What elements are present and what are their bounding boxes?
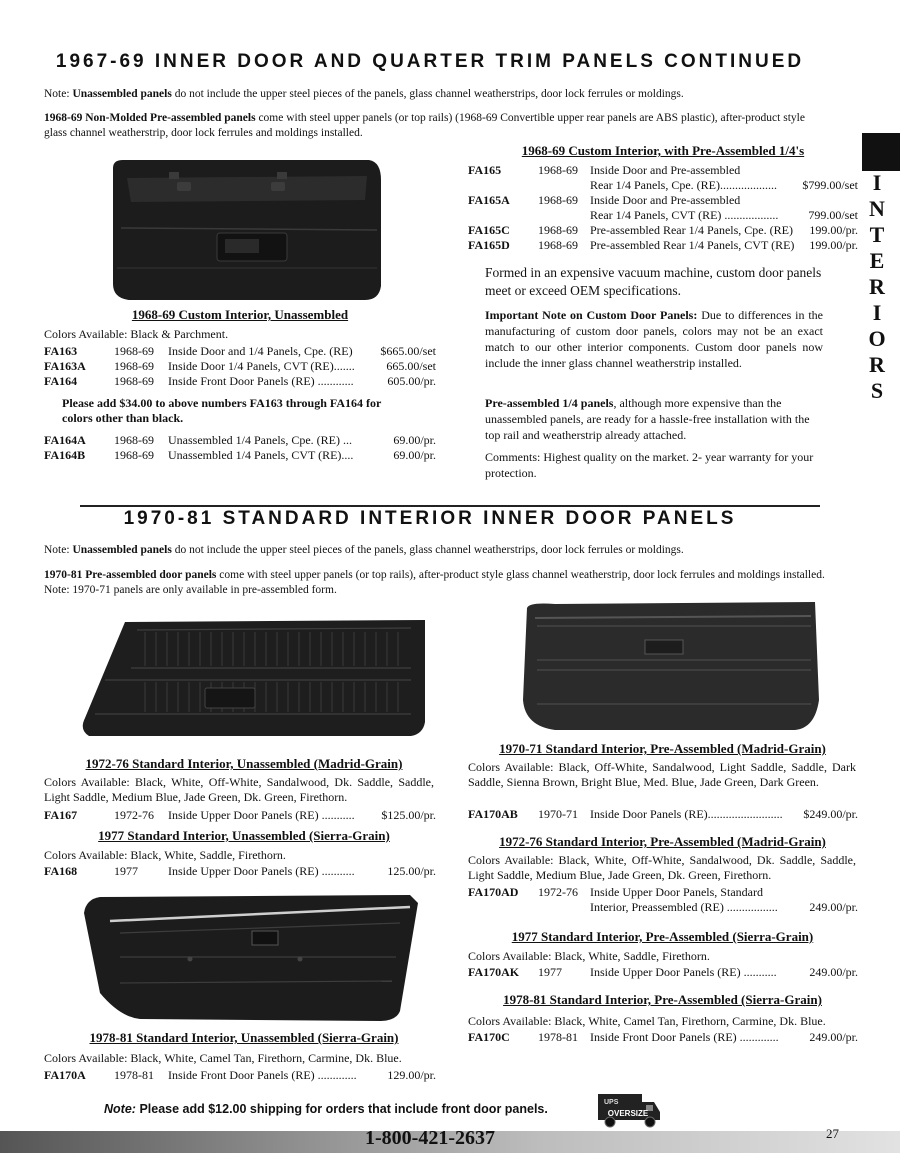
- note-bold: 1968-69 Non-Molded Pre-assembled panels: [44, 112, 256, 124]
- year: 1977: [538, 965, 562, 979]
- table-row: [44, 1068, 436, 1083]
- section-title: 1977 Standard Interior, Pre-Assembled (Sierra-Grain): [511, 929, 814, 944]
- table-row: [44, 344, 436, 359]
- note-text: come with steel upper panels (or top rails) (1968-69 Convertible upper rear panels are ABS plastic), after-product style: [258, 112, 805, 124]
- description: Inside Front Door Panels (RE) ............: [168, 374, 354, 388]
- price-table: [44, 864, 436, 879]
- year: 1968-69: [114, 344, 154, 358]
- table-row: [468, 223, 858, 238]
- part-number: FA170A: [44, 1068, 86, 1082]
- note-preassembled: [44, 111, 864, 141]
- page-number: 27: [826, 1126, 839, 1141]
- tab-letter: I: [872, 300, 882, 325]
- description: Rear 1/4 Panels, Cpe. (RE)...................: [590, 178, 777, 192]
- description: Unassembled 1/4 Panels, Cpe. (RE) ...: [168, 433, 352, 447]
- year: 1978-81: [538, 1030, 578, 1044]
- table-row: [468, 1030, 858, 1045]
- table-row: [44, 433, 436, 448]
- table-row: [468, 193, 858, 208]
- shipping-note: [104, 1102, 604, 1116]
- price: $125.00/pr.: [381, 808, 436, 822]
- table-row: [44, 374, 436, 389]
- year: 1972-76: [114, 808, 154, 822]
- door-panel-1972-image: [75, 618, 430, 743]
- note-bold: Unassembled panels: [72, 88, 172, 100]
- door-panel-1968-image: [107, 158, 385, 302]
- year: 1968-69: [538, 193, 578, 207]
- add-price-note: [62, 396, 442, 426]
- year: [538, 900, 590, 915]
- door-panel-1970-image: [515, 600, 825, 735]
- note-label: Note:: [44, 544, 70, 556]
- note-text: come with steel upper panels (or top rails), after-product style glass channel weatherstrip, door lock ferrules and moldings installed.: [219, 569, 825, 581]
- year: 1977: [114, 864, 138, 878]
- shipping-text: Please add $12.00 shipping for orders that include front door panels.: [139, 1102, 548, 1116]
- add-note-line2: colors other than black.: [62, 411, 184, 425]
- price: 69.00/pr.: [393, 433, 436, 447]
- note-preassembled: [44, 568, 874, 598]
- table-row: [44, 808, 436, 823]
- price: 665.00/set: [386, 359, 436, 373]
- description: Inside Front Door Panels (RE) .............: [168, 1068, 357, 1082]
- tab-letter: O: [868, 326, 886, 351]
- part-number: FA164: [44, 374, 78, 388]
- part-number: FA170C: [468, 1030, 510, 1044]
- section-title: 1978-81 Standard Interior, Unassembled (Sierra-Grain): [89, 1030, 399, 1045]
- note-text-line2: Note: 1970-71 panels are only available in pre-assembled form.: [44, 584, 337, 596]
- interiors-tab-block: [862, 133, 900, 171]
- note-bold: 1970-81 Pre-assembled door panels: [44, 569, 217, 581]
- part-number: [468, 900, 538, 915]
- description: Inside Front Door Panels (RE) .............: [590, 1030, 779, 1044]
- tab-letter: I: [872, 170, 882, 195]
- price: $665.00/set: [380, 344, 436, 358]
- table-row: [468, 807, 858, 822]
- part-number: FA170AK: [468, 965, 520, 979]
- year: 1978-81: [114, 1068, 154, 1082]
- tab-letter: R: [869, 352, 885, 377]
- year: [538, 178, 590, 193]
- section-title: 1972-76 Standard Interior, Unassembled (Madrid-Grain): [85, 756, 403, 771]
- section-title: 1977 Standard Interior, Unassembled (Sierra-Grain): [98, 828, 390, 843]
- description: Inside Upper Door Panels (RE) ...........: [168, 864, 355, 878]
- truck-mark: UPS: [604, 1099, 619, 1106]
- price-table: [44, 344, 436, 389]
- price: 129.00/pr.: [387, 1068, 436, 1082]
- year: [538, 208, 590, 223]
- price-table: [468, 885, 858, 915]
- description: Inside Upper Door Panels (RE) ...........: [590, 965, 777, 979]
- phone-number: 1-800-421-2637: [365, 1127, 495, 1149]
- note-label: Note:: [44, 88, 70, 100]
- part-number: FA165C: [468, 223, 510, 237]
- year: 1968-69: [114, 433, 154, 447]
- table-row: [468, 965, 858, 980]
- part-number: FA170AD: [468, 885, 519, 899]
- price: 249.00/pr.: [809, 1030, 858, 1044]
- description: Rear 1/4 Panels, CVT (RE) ..................: [590, 208, 779, 222]
- note-text: do not include the upper steel pieces of the panels, glass channel weatherstrips, door lock ferrules or moldings.: [174, 544, 684, 556]
- shipping-label: Note:: [104, 1102, 136, 1116]
- section-title: 1968-69 Custom Interior, with Pre-Assembled 1/4's: [521, 143, 805, 158]
- note-bold: Unassembled panels: [72, 544, 172, 556]
- price: [796, 163, 858, 178]
- part-number: FA165: [468, 163, 502, 177]
- price-table: [468, 965, 858, 980]
- part-number: FA165D: [468, 238, 510, 252]
- tab-letter: N: [869, 196, 885, 221]
- price: [794, 885, 858, 900]
- description: Inside Door and 1/4 Panels, Cpe. (RE): [168, 344, 353, 358]
- year: 1970-71: [538, 807, 578, 821]
- price: 249.00/pr.: [809, 965, 858, 979]
- description: Inside Upper Door Panels, Standard: [590, 885, 763, 899]
- tab-letter: E: [869, 248, 885, 273]
- important-text: Due to differences in the manufacturing of custom door panels, colors may not be an exact match to our other interior components. Custom door panels now include the inner glass channel weatherstrip installed.: [485, 308, 823, 370]
- important-bold: Important Note on Custom Door Panels:: [485, 308, 698, 322]
- price-table: [468, 1030, 858, 1045]
- note-unassembled: [44, 543, 844, 558]
- price: $799.00/set: [802, 178, 858, 192]
- colors-available: Colors Available: Black, White, Off-White, Sandalwood, Dk. Saddle, Saddle, Light Saddle, Medium Blue, Jade Green, Dk. Green, Firethorn.: [468, 853, 856, 882]
- price: 249.00/pr.: [809, 900, 858, 914]
- part-number: FA167: [44, 808, 78, 822]
- year: 1968-69: [538, 223, 578, 237]
- section-title: 1968-69 Custom Interior, Unassembled: [131, 307, 349, 322]
- interiors-tab-label: [862, 170, 892, 404]
- note-text-line2: glass channel weatherstrip, door lock ferrules and moldings installed.: [44, 127, 363, 139]
- preassembled-note: [485, 395, 823, 443]
- year: 1968-69: [114, 359, 154, 373]
- price: [796, 193, 858, 208]
- price-table: [44, 433, 436, 463]
- description: Inside Door and Pre-assembled: [590, 193, 741, 207]
- price: 199.00/pr.: [809, 238, 858, 252]
- year: 1972-76: [538, 885, 578, 899]
- section-title: 1972-76 Standard Interior, Pre-Assembled (Madrid-Grain): [499, 834, 826, 849]
- note-unassembled: [44, 87, 844, 102]
- description: Interior, Preassembled (RE) .................: [590, 900, 778, 914]
- add-note-line1: Please add $34.00 to above numbers FA163 through FA164 for: [62, 396, 382, 410]
- section-header: 1970-81 STANDARD INTERIOR INNER DOOR PANELS: [123, 508, 737, 529]
- price: 125.00/pr.: [387, 864, 436, 878]
- note-text: do not include the upper steel pieces of the panels, glass channel weatherstrips, door lock ferrules or moldings.: [174, 88, 684, 100]
- part-number: FA165A: [468, 193, 510, 207]
- year: 1968-69: [538, 238, 578, 252]
- table-row: [468, 238, 858, 253]
- description: Pre-assembled Rear 1/4 Panels, CVT (RE): [590, 238, 795, 252]
- colors-available: Colors Available: Black, White, Saddle, Firethorn.: [468, 949, 710, 963]
- tab-letter: T: [869, 222, 885, 247]
- colors-available: Colors Available: Black, White, Camel Tan, Firethorn, Carmine, Dk. Blue.: [44, 1051, 402, 1065]
- description: Unassembled 1/4 Panels, CVT (RE)....: [168, 448, 354, 462]
- tab-letter: R: [869, 274, 885, 299]
- price-table: [468, 163, 858, 253]
- table-row: [44, 359, 436, 374]
- table-row: [468, 900, 858, 915]
- door-panel-1978-image: [80, 893, 423, 1023]
- price: 199.00/pr.: [809, 223, 858, 237]
- table-row: [468, 178, 858, 193]
- price: 69.00/pr.: [393, 448, 436, 462]
- part-number: [468, 208, 538, 223]
- colors-available: Colors Available: Black, White, Saddle, Firethorn.: [44, 848, 286, 862]
- important-note: [485, 307, 823, 371]
- part-number: [468, 178, 538, 193]
- year: 1968-69: [538, 163, 578, 177]
- preassembled-bold: Pre-assembled 1/4 panels: [485, 396, 614, 410]
- page-title: 1967-69 INNER DOOR AND QUARTER TRIM PANELS CONTINUED: [55, 51, 805, 72]
- part-number: FA170AB: [468, 807, 518, 821]
- preassembled-text: , although more expensive than the unassembled panels, are ready for a hassle-free installation with the top rail and weatherstrip already attached.: [485, 396, 810, 442]
- table-row: [468, 885, 858, 900]
- section-title: 1970-71 Standard Interior, Pre-Assembled (Madrid-Grain): [499, 741, 826, 756]
- part-number: FA164B: [44, 448, 86, 462]
- year: 1968-69: [114, 448, 154, 462]
- table-row: [468, 163, 858, 178]
- price-table: [44, 808, 436, 823]
- part-number: FA164A: [44, 433, 86, 447]
- oversize-truck-icon: [596, 1090, 662, 1130]
- section-title: 1978-81 Standard Interior, Pre-Assembled (Sierra-Grain): [503, 992, 822, 1007]
- description: Inside Door 1/4 Panels, CVT (RE).......: [168, 359, 355, 373]
- table-row: [44, 864, 436, 879]
- part-number: FA168: [44, 864, 78, 878]
- description: Inside Door and Pre-assembled: [590, 163, 741, 177]
- colors-available: Colors Available: Black & Parchment.: [44, 327, 229, 341]
- part-number: FA163: [44, 344, 78, 358]
- formed-paragraph: Formed in an expensive vacuum machine, custom door panels meet or exceed OEM specifications.: [485, 265, 822, 298]
- description: Pre-assembled Rear 1/4 Panels, Cpe. (RE): [590, 223, 793, 237]
- table-row: [468, 208, 858, 223]
- oversize-label: OVERSIZE: [607, 1109, 649, 1118]
- price: $249.00/pr.: [803, 807, 858, 821]
- year: 1968-69: [114, 374, 154, 388]
- colors-available: Colors Available: Black, Off-White, Sandalwood, Light Saddle, Saddle, Dark Saddle, Sienna Brown, Bright Blue, Med. Blue, Jade Green, Dark Green.: [468, 760, 856, 789]
- price: 799.00/set: [808, 208, 858, 222]
- price-table: [468, 807, 858, 822]
- table-row: [44, 448, 436, 463]
- description: Inside Door Panels (RE).........................: [590, 807, 783, 821]
- section-divider: [80, 505, 820, 507]
- description: Inside Upper Door Panels (RE) ...........: [168, 808, 355, 822]
- comments: Comments: Highest quality on the market. 2- year warranty for your protection.: [485, 450, 814, 480]
- price-table: [44, 1068, 436, 1083]
- colors-available: Colors Available: Black, White, Camel Tan, Firethorn, Carmine, Dk. Blue.: [468, 1014, 826, 1028]
- part-number: FA163A: [44, 359, 86, 373]
- tab-letter: S: [870, 378, 884, 403]
- price: 605.00/pr.: [387, 374, 436, 388]
- colors-available: Colors Available: Black, White, Off-White, Sandalwood, Dk. Saddle, Saddle, Light Saddle, Medium Blue, Jade Green, Dk. Green, Firethorn.: [44, 775, 434, 804]
